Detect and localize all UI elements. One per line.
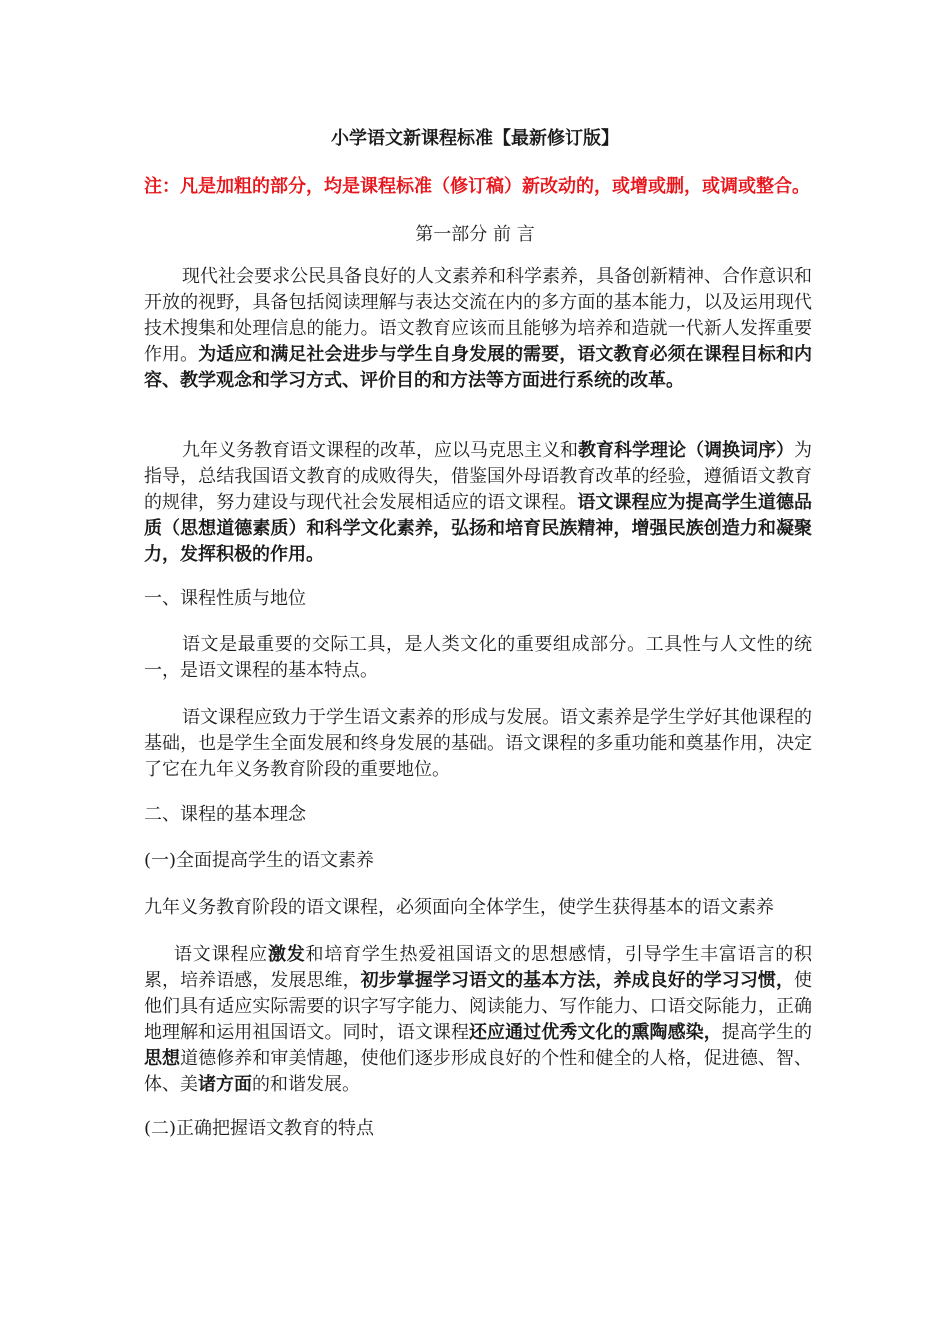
paragraph-text: 现代社会要求公民具备良好的人文素养和科学素养，具备创新精神、合作意识和开放的视野，具备包括阅读理解与表达交流在内的多方面的基本能力，以及运用现代技术搜集和处理信息的能力。语文教育应该而且能够为培养和造就一代新人发挥重要作用。 xyxy=(144,266,812,365)
bold-revision: 激发 xyxy=(267,944,306,965)
subsection-heading-2: (二)正确把握语文教育的特点 xyxy=(144,1118,375,1139)
bold-revision: 初步掌握学习语文的基本方法，养成良好的学习习惯， xyxy=(360,970,795,991)
paragraph-text: 提高学生的 xyxy=(721,1022,813,1043)
section-heading-1: 一、课程性质与地位 xyxy=(144,588,306,609)
bold-revision: 诸方面 xyxy=(198,1074,252,1095)
bold-revision: 为适应和满足社会进步与学生自身发展的需要，语文教育必须在课程目标和内容、教学观念和学习方式、评价目的和方法等方面进行系统的改革。 xyxy=(144,344,813,391)
paragraph-status: 语文课程应致力于学生语文素养的形成与发展。语文素养是学生学好其他课程的基础，也是学生全面发展和终身发展的基础。语文课程的多重功能和奠基作用，决定了它在九年义务教育阶段的重要地位。 xyxy=(144,707,812,780)
subsection-heading-1: (一)全面提高学生的语文素养 xyxy=(144,850,375,871)
paragraph-nature: 语文是最重要的交际工具，是人类文化的重要组成部分。工具性与人文性的统一，是语文课程的基本特点。 xyxy=(144,634,812,681)
paragraph-text: 语文课程应 xyxy=(174,944,268,965)
paragraph-literacy xyxy=(144,942,812,1098)
paragraph-intro xyxy=(144,264,812,394)
paragraph-text: 的和谐发展。 xyxy=(252,1074,360,1095)
document-title: 小学语文新课程标准【最新修订版】 xyxy=(331,128,619,149)
paragraph-text: 九年义务教育语文课程的改革，应以马克思主义和 xyxy=(182,440,578,461)
paragraph-text: 道德修养和审美情趣，使他们逐步形成良好的个性和健全的人格，促进德、智、体、美 xyxy=(144,1048,813,1095)
bold-revision: 教育科学理论（调换词序） xyxy=(578,440,794,461)
paragraph-all-students: 九年义务教育阶段的语文课程，必须面向全体学生，使学生获得基本的语文素养 xyxy=(144,897,774,918)
paragraph-text: 为指导，总结我国语文教育的成败得失，借鉴国外母语教育改革的经验，遵循语文教育的规律，努力建设与现代社会发展相适应的语文课程。 xyxy=(144,440,812,513)
paragraph-text: 和培育学生热爱祖国语文的思想感情，引导学生丰富语言的积累，培养语感，发展思维， xyxy=(144,944,813,991)
bold-revision: 还应通过优秀文化的熏陶感染， xyxy=(469,1022,722,1043)
part-heading: 第一部分 前 言 xyxy=(415,224,535,245)
revision-note: 注：凡是加粗的部分，均是课程标准（修订稿）新改动的，或增或删，或调或整合。 xyxy=(144,176,810,197)
paragraph-text: 使他们具有适应实际需要的识字写字能力、阅读能力、写作能力、口语交际能力，正确地理解和运用祖国语文。同时，语文课程 xyxy=(144,970,813,1043)
section-heading-2: 二、课程的基本理念 xyxy=(144,804,306,825)
bold-revision: 语文课程应为提高学生道德品质（思想道德素质）和科学文化素养，弘扬和培育民族精神，增强民族创造力和凝聚力，发挥积极的作用。 xyxy=(144,492,813,565)
paragraph-reform xyxy=(144,438,812,568)
bold-revision: 思想 xyxy=(144,1048,181,1069)
